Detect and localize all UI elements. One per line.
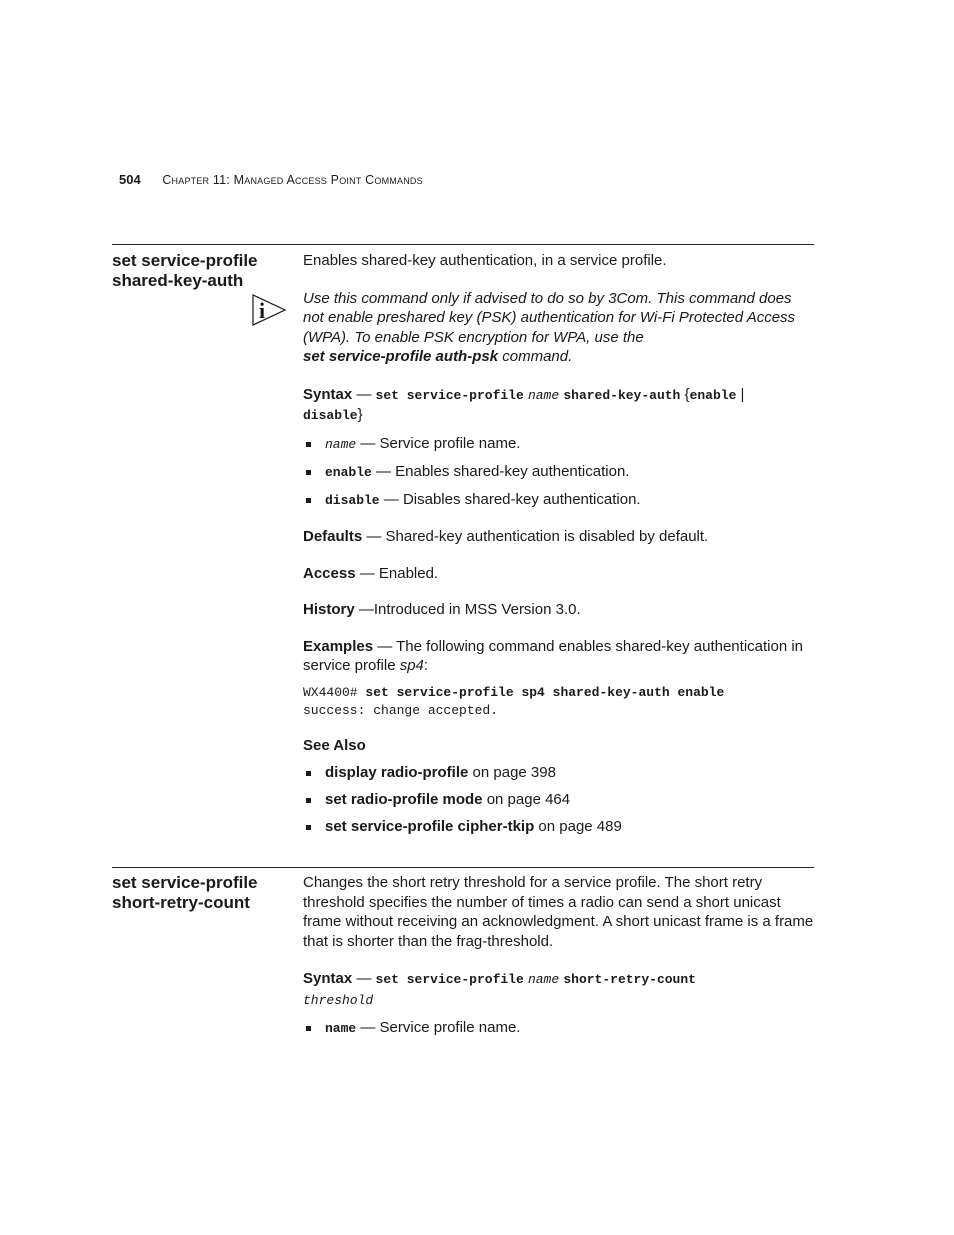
list-item — [303, 763, 815, 783]
chapter-title: Chapter 11: Managed Access Point Commands — [162, 173, 423, 187]
defaults-text: — Shared-key authentication is disabled by default. — [362, 528, 709, 545]
section-heading-short-retry-count — [112, 873, 292, 913]
syntax-label: Syntax — [303, 385, 353, 403]
cross-reference-link[interactable]: set radio-profile mode — [325, 791, 483, 808]
examples-line — [303, 637, 815, 676]
list-item — [303, 790, 815, 810]
syntax-command: shared-key-auth — [563, 387, 681, 403]
history-line — [303, 600, 815, 620]
section1-body — [303, 251, 815, 837]
param-desc: — Service profile name. — [356, 1019, 521, 1036]
syntax-command: set service-profile — [375, 387, 524, 403]
note-command: set service-profile auth-psk — [303, 348, 499, 365]
dash: — — [352, 970, 376, 987]
pipe: | — [740, 385, 745, 403]
code-example — [303, 684, 815, 720]
brace: } — [357, 406, 363, 423]
heading-line: short-retry-count — [112, 893, 250, 912]
section-intro: Enables shared-key authentication, in a service profile. — [303, 252, 667, 269]
section-divider — [112, 244, 814, 245]
info-icon — [251, 293, 287, 327]
brace: { — [684, 385, 690, 403]
param-desc: — Disables shared-key authentication. — [379, 490, 641, 508]
see-also-list — [303, 763, 815, 837]
section-intro: Changes the short retry threshold for a service profile. The short retry threshold specifies the number of times a radio can send a short unicast frame without receiving an acknowledgment. A short unicast frame is a frame that is shorter than the frag-threshold. — [303, 874, 814, 950]
list-item — [303, 490, 815, 511]
defaults-label: Defaults — [303, 528, 363, 545]
section-divider — [112, 867, 814, 868]
code-command: set service-profile sp4 shared-key-auth enable — [365, 684, 725, 700]
running-header — [119, 172, 423, 187]
examples-label: Examples — [303, 637, 374, 655]
list-item — [303, 434, 815, 455]
note-text: Use this command only if advised to do so by 3Com. This command does not enable preshared key (PSK) authentication for Wi-Fi Protected Access (WPA). To enable PSK encryption for WPA, use the — [303, 289, 796, 346]
syntax-line — [303, 385, 815, 426]
page-number: 504 — [119, 172, 141, 187]
syntax-line — [303, 969, 815, 1010]
param-term: name — [325, 436, 357, 452]
examples-tail: : — [423, 657, 429, 674]
param-term: disable — [325, 492, 380, 508]
syntax-arg: threshold — [303, 992, 374, 1008]
section2-body — [303, 873, 815, 1039]
param-term: enable — [325, 464, 372, 480]
cross-reference-link[interactable]: set service-profile cipher-tkip — [325, 818, 535, 835]
syntax-option: disable — [303, 408, 358, 423]
syntax-arg: name — [527, 387, 560, 403]
syntax-option: enable — [689, 387, 737, 403]
access-text: — Enabled. — [355, 564, 439, 582]
note-paragraph — [303, 289, 815, 367]
code-prompt: WX4400# — [303, 684, 366, 700]
param-list — [303, 434, 815, 511]
page-ref: on page 398 — [468, 764, 556, 781]
access-label: Access — [303, 564, 356, 582]
dash: — — [352, 385, 376, 403]
list-item — [303, 462, 815, 483]
note-tail: command. — [498, 348, 573, 365]
code-output: success: change accepted. — [303, 702, 499, 718]
syntax-label: Syntax — [303, 970, 353, 987]
defaults-line — [303, 527, 815, 547]
page-ref: on page 489 — [534, 818, 622, 835]
syntax-command: set service-profile — [375, 972, 524, 987]
page-ref: on page 464 — [482, 791, 571, 808]
history-label: History — [303, 601, 355, 618]
list-item — [303, 1018, 815, 1039]
history-text: —Introduced in MSS Version 3.0. — [354, 601, 581, 618]
cross-reference-link[interactable]: display radio-profile — [325, 764, 469, 781]
examples-text: — The following command enables shared-key authentication in service profile — [303, 637, 804, 674]
param-list — [303, 1018, 815, 1039]
heading-line: shared-key-auth — [112, 271, 244, 290]
syntax-arg: name — [527, 972, 560, 987]
param-term: name — [325, 1021, 357, 1036]
see-also-heading: See Also — [303, 736, 366, 754]
profile-name: sp4 — [399, 657, 424, 674]
list-item — [303, 817, 815, 837]
param-desc: — Service profile name. — [356, 434, 521, 452]
heading-line: set service-profile — [112, 873, 258, 892]
syntax-command: short-retry-count — [563, 972, 696, 987]
svg-text:i: i — [259, 298, 266, 323]
section-heading-shared-key-auth — [112, 251, 292, 291]
param-desc: — Enables shared-key authentication. — [371, 462, 630, 480]
access-line — [303, 564, 815, 584]
heading-line: set service-profile — [112, 251, 258, 270]
